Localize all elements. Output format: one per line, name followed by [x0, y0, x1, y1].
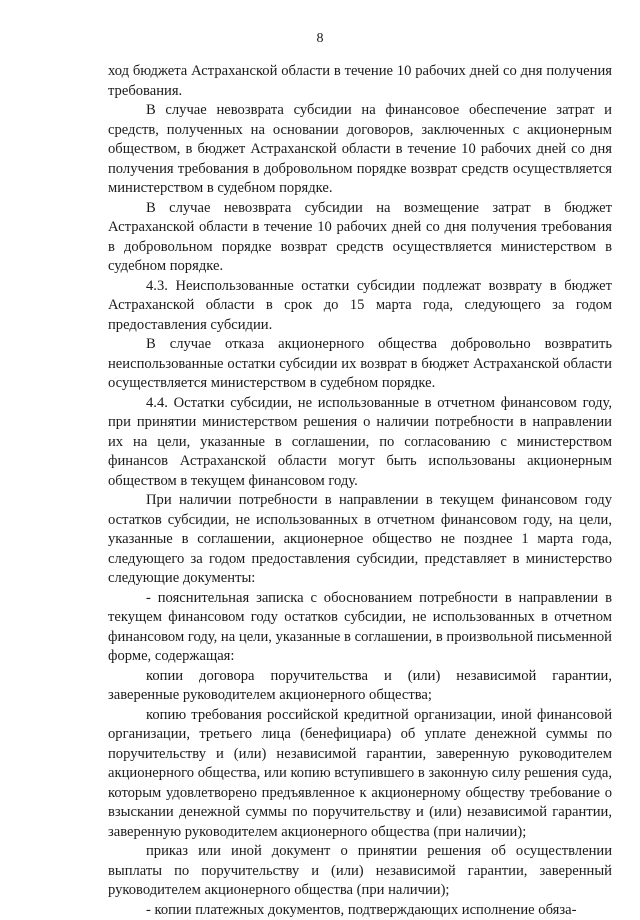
paragraph-documents-intro: При наличии потребности в направлении в текущем финансовом году остатков субсидии, не использованных в отчетном финансовом году, на цели, указанные в соглашении, акционерное общество не позднее 1 марта года, следующего за годом предоставления субсидии, представляет в министерство следующие документы: [108, 491, 612, 589]
paragraph-refund-compensation: В случае невозврата субсидии на возмещение затрат в бюджет Астраханской области в течение 10 рабочих дней со дня получения требования в добровольном порядке возврат средств осуществляется министерством в судебном порядке. [108, 199, 612, 277]
list-item-payment-copies: - копии платежных документов, подтверждающих исполнение обяза- [108, 901, 612, 920]
paragraph-refund-financing: В случае невозврата субсидии на финансовое обеспечение затрат и средств, полученных на основании договоров, заключенных с акционерным обществом, в бюджет Астраханской области в течение 10 рабочих дней со дня получения требования в добровольном порядке возврат средств осуществляется министерством в судебном порядке. [108, 101, 612, 199]
paragraph-4-3: 4.3. Неиспользованные остатки субсидии подлежат возврату в бюджет Астраханской области в срок до 15 марта года, следующего за годом предоставления субсидии. [108, 277, 612, 336]
paragraph-4-4: 4.4. Остатки субсидии, не использованные в отчетном финансовом году, при принятии министерством решения о наличии потребности в направлении их на цели, указанные в соглашении, по согласованию с министерством финансов Астраханской области могут быть использованы акционерным обществом в текущем финансовом году. [108, 394, 612, 492]
list-item-claim-copy: копию требования российской кредитной организации, иной финансовой организации, третьего лица (бенефициара) об уплате денежной суммы по поручительству и (или) независимой гарантии, заверенную руководителем акционерного общества, или копию вступившего в законную силу решения суда, которым удовлетворено предъявленное к акционерному обществу требование о взыскании денежной суммы по поручительству и (или) независимой гарантии, заверенную руководителем акционерного общества (при наличии); [108, 706, 612, 843]
page-number: 8 [0, 31, 640, 47]
body-text [108, 62, 612, 920]
list-item-contract-copies: копии договора поручительства и (или) независимой гарантии, заверенные руководителем акционерного общества; [108, 667, 612, 706]
paragraph-refusal: В случае отказа акционерного общества добровольно возвратить неиспользованные остатки субсидии их возврат в бюджет Астраханской области осуществляется министерством в судебном порядке. [108, 335, 612, 394]
list-item-explanatory-note: - пояснительная записка с обоснованием потребности в направлении в текущем финансовом году остатков субсидии, не использованных в отчетном финансовом году, на цели, указанные в соглашении, в произвольной письменной форме, содержащая: [108, 589, 612, 667]
list-item-order: приказ или иной документ о принятии решения об осуществлении выплаты по поручительству и (или) независимой гарантии, заверенный руководителем акционерного общества (при наличии); [108, 842, 612, 901]
paragraph-continuation: ход бюджета Астраханской области в течение 10 рабочих дней со дня получения требования. [108, 62, 612, 101]
